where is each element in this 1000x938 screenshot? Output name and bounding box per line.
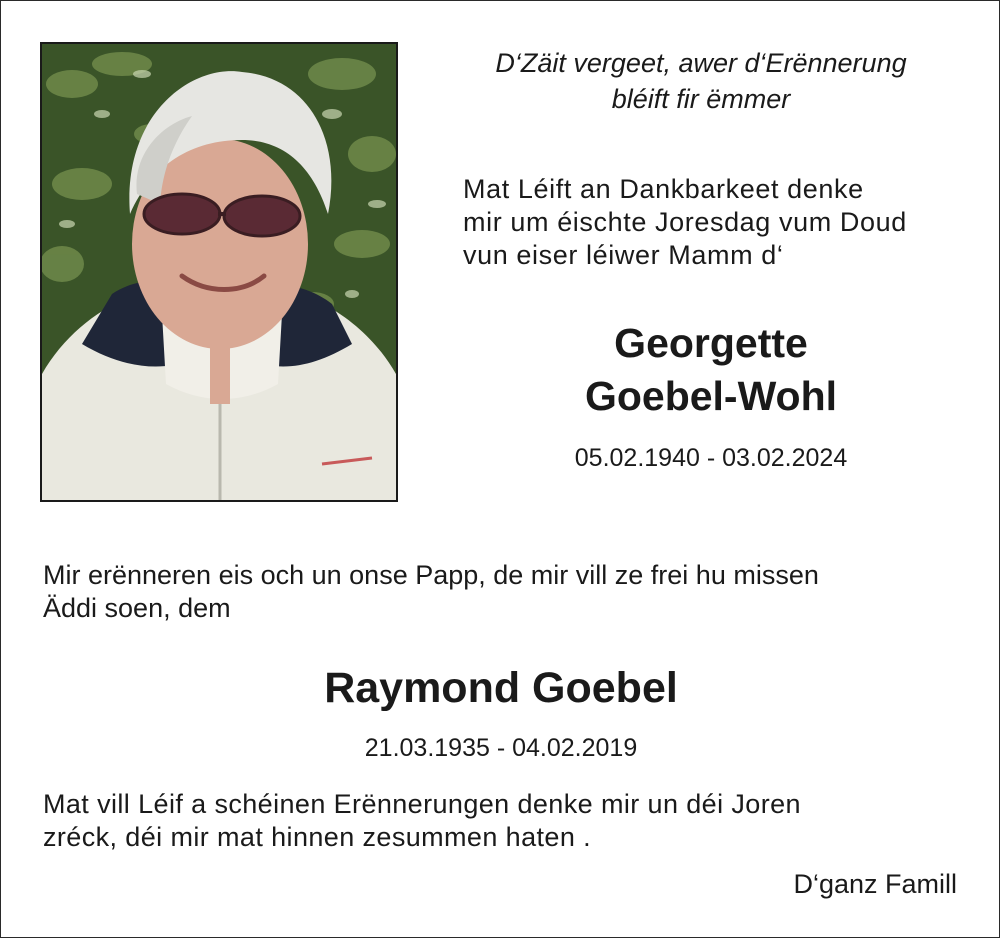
quote-line: bléift fir ëmmer (611, 84, 791, 114)
paragraph-line: zréck, déi mir mat hinnen zesummen haten . (43, 822, 592, 852)
quote-line: D‘Zäit vergeet, awer d‘Erënnerung (495, 48, 907, 78)
deceased-name-secondary: Raymond Goebel (324, 664, 678, 712)
life-dates-primary: 05.02.1940 - 03.02.2024 (574, 444, 848, 472)
intro-text (463, 173, 963, 272)
remembrance-paragraph (43, 559, 973, 625)
intro-line: vun eiser léiwer Mamm d‘ (463, 240, 784, 270)
family-signature: D‘ganz Famill (793, 869, 957, 899)
life-dates-secondary: 21.03.1935 - 04.02.2019 (364, 734, 638, 762)
last-name: Goebel-Wohl (584, 373, 838, 419)
first-name: Georgette (614, 320, 808, 366)
portrait-image (42, 44, 396, 500)
intro-line: Mat Léift an Dankbarkeet denke (463, 174, 864, 204)
intro-line: mir um éischte Joresdag vum Doud (463, 207, 907, 237)
paragraph-line: Mir erënneren eis och un onse Papp, de mir vill ze frei hu missen (43, 560, 819, 590)
closing-paragraph (43, 788, 973, 854)
paragraph-line: Äddi soen, dem (43, 593, 231, 623)
memorial-quote (441, 45, 961, 117)
paragraph-line: Mat vill Léif a schéinen Erënnerungen denke mir un déi Joren (43, 789, 801, 819)
portrait-photo (40, 42, 398, 502)
deceased-name-primary (441, 317, 981, 423)
